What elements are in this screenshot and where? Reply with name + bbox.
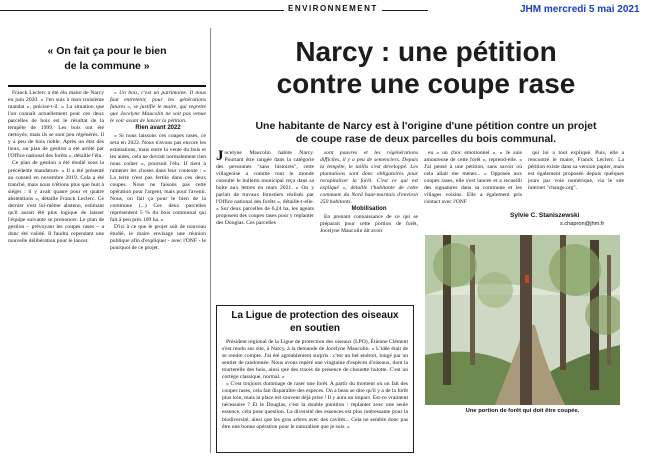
headline bbox=[212, 36, 640, 100]
article-paragraph: En prenant connaissance de ce qui se préparait pour cette portion de forêt, Jocelyne Maucolin dit avoir bbox=[320, 213, 418, 234]
sidebar-title-line1: « On fait ça pour le bien bbox=[47, 45, 167, 57]
article-column-2 bbox=[320, 150, 418, 300]
article-column-1 bbox=[216, 150, 314, 300]
subtitle bbox=[212, 120, 640, 146]
subtitle-line2: de coupe rase de deux parcelles du bois communal. bbox=[295, 133, 557, 145]
article-column-4 bbox=[528, 150, 624, 212]
article-paragraph: sont pauvres et les régénérations difficiles, il y a peu de semenciers. Depuis la tempête, le taillis s'est développé. Les plantations sont donc obligatoires pour recapitaliser la forêt. C'est ce qui est expliqué », détaille l'habitante de cette commune du Nord haut-marnais d'environ 250 habitants. bbox=[320, 150, 418, 206]
article-paragraph: ocelyne Maucolin habite Narcy. Pourtant être rangée dans la catégorie des personnes "sans histoires", cette villageoise a comme tout le monde consulté le bulletin municipal reçu dans sa boîte aux lettres en mars 2021. « On y parlait de travaux forestiers réalisés par l'Office national des forêts », détaille-t-elle. « Sur deux parcelles de 6,24 ha, les agents proposent des coupes rases pour y replanter des Douglas. Ces parcelles bbox=[216, 150, 314, 227]
author-email: s.chapron@jhm.fr bbox=[560, 221, 605, 227]
photo-caption: Une portion de forêt qui doit être coupée. bbox=[465, 408, 580, 414]
lpo-inset-box bbox=[216, 305, 414, 453]
sidebar-paragraph: « Si nous laissons ces coupes rases, ce sera en 2022. Nous n'avons pas encore les estimations, mais entre la vente du bois et les aides, cela ne devrait normalement rien nous coûter », poursuit l'élu. Il tient à ramener les choses dans leur contexte : « La terre n'est pas fertile dans ces deux coupes. Nous ne faisons pas cette opération pour l'argent, mais pour l'avenir. Nous, on fait ça pour le bien de la commune (...) Ces deux parcelles représentent 5 % du bois communal qui fait à peu près 109 ha. » bbox=[110, 132, 206, 224]
article-paragraph: qui lui a tout expliqué. Puis, elle a rencontré le maire, Franck Leclerc. La pétition existe dans sa version papier, mais est également proposée depuis quelques jours par voie numérique, via le site internet "change.org". bbox=[528, 150, 624, 192]
headline-line2: contre une coupe rase bbox=[276, 68, 576, 99]
sidebar-column-2 bbox=[110, 90, 206, 382]
sidebar-paragraph: D'ici à ce que le projet soit de nouveau étudié, le maire envisage une réunion publique afin d'expliquer - avec l'ONF - le pourquoi de ce projet. bbox=[110, 224, 206, 252]
sidebar-title-rule bbox=[8, 85, 206, 87]
drop-cap: J bbox=[216, 150, 224, 164]
sidebar-paragraph: « Un bois, c'est un patrimoine. Il nous faut entretenir, pour les générations futures », se justifie le maire, qui regrette que Jocelyne Maucolin ne soit pas venue le voir avant de lancer la pétition. bbox=[110, 90, 206, 125]
article-subhead: Mobilisation bbox=[351, 206, 387, 213]
sidebar-column-1 bbox=[8, 90, 104, 382]
subtitle-line1: Une habitante de Narcy est à l'origine d'une pétition contre un projet bbox=[255, 120, 597, 132]
sidebar-paragraph: Ce plan de gestion a été étudié sous la précédente mandature. « Il a été présenté au conseil en novembre 2019. Cela a été tranché, mais nous n'étions plus que huit à siéger : il y avait quatre pour et quatre abstentions », détaille Franck Leclerc. Ce dernier s'est lui-même abstenu, estimant qu'il aurait été plus logique de laisser l'équipe suivante se prononcer. Le plan de gestion – prévoyant les coupes rases – a donc été validé. Il faudra cependant une nouvelle délibération pour le lancer. bbox=[8, 160, 104, 244]
inset-title bbox=[217, 306, 413, 335]
headline-line1: Narcy : une pétition bbox=[295, 36, 557, 67]
sidebar-article bbox=[8, 24, 206, 384]
column-divider bbox=[210, 28, 211, 453]
sidebar-paragraph: Franck Leclerc a été élu maire de Narcy en juin 2020. « J'en suis à mon troisième mandat », précise-t-il. « La situation que l'on connaît actuellement pour ces deux parcelles de bois est le résultat de la tempête de 1999. Les bois ont été nettoyés, mais ils se sont peu régénérés. Il y a peu de bois noble. Après un état des lieux, un plan de gestion a été arrêté par l'Office national des forêts », détaille l'élu. bbox=[8, 90, 104, 160]
inset-paragraph: Président régional de la Ligue de protection des oiseaux (LPO), Étienne Clément s'est rendu sur site, à Narcy, à la demande de Jocelyne Maucolin. « L'idée était de se rendre compte. J'ai été agréablement surpris : c'est un bel endroit, longé par un sentier de randonnée. Nous avons repéré une vingtaine d'espèces d'oiseaux, dont la tourterelle des bois, ainsi que des traces de présence de chouette hulotte. C'est un cortège classique, normal. » bbox=[222, 339, 408, 381]
inset-title-line2: en soutien bbox=[289, 323, 340, 334]
inset-paragraph: « C'est toujours dommage de raser une forêt. A partir du moment où on fait des coupes rases, cela fait disparaître des espèces. On a beau se dire qu'il y a de la forêt plus loin, mais la place est souvent déjà prise ! Il y aura un impact. Est-ce vraiment nécessaire ? Et le Douglas, c'est la double punition : replanter avec une seule essence, cela pose question. La diversité des essences est plus intéressante pour la biodiversité, ainsi que les gros arbres avec des cavités... Cela ne semble donc pas être une bonne opération pour le naturaliste que je suis. » bbox=[222, 381, 408, 430]
forest-illustration bbox=[425, 235, 620, 405]
section-label: ENVIRONNEMENT bbox=[284, 4, 382, 13]
article-paragraph: eu « un choc émotionnel ». « Je suis amoureuse de cette forêt », reprend-elle. « J'ai pensé à une pétition, sans savoir où cela allait me mener... » Opposée aux coupes rases, elle s'est lancée et a recueilli des signatures dans sa commune et les villages voisins. Elle a également pris contact avec l'ONF bbox=[424, 150, 522, 206]
author-signature: Sylvie C. Staniszewski bbox=[510, 212, 580, 219]
top-header bbox=[0, 0, 645, 22]
inset-body bbox=[217, 335, 413, 431]
sidebar-subhead: Rien avant 2022 bbox=[135, 125, 181, 132]
newspaper-date: JHM mercredi 5 mai 2021 bbox=[520, 4, 640, 15]
inset-title-line1: La Ligue de protection des oiseaux bbox=[231, 310, 399, 321]
forest-photo bbox=[425, 235, 620, 405]
sidebar-title bbox=[8, 44, 206, 74]
article-column-3 bbox=[424, 150, 522, 232]
sidebar-title-line2: de la commune » bbox=[64, 60, 150, 72]
